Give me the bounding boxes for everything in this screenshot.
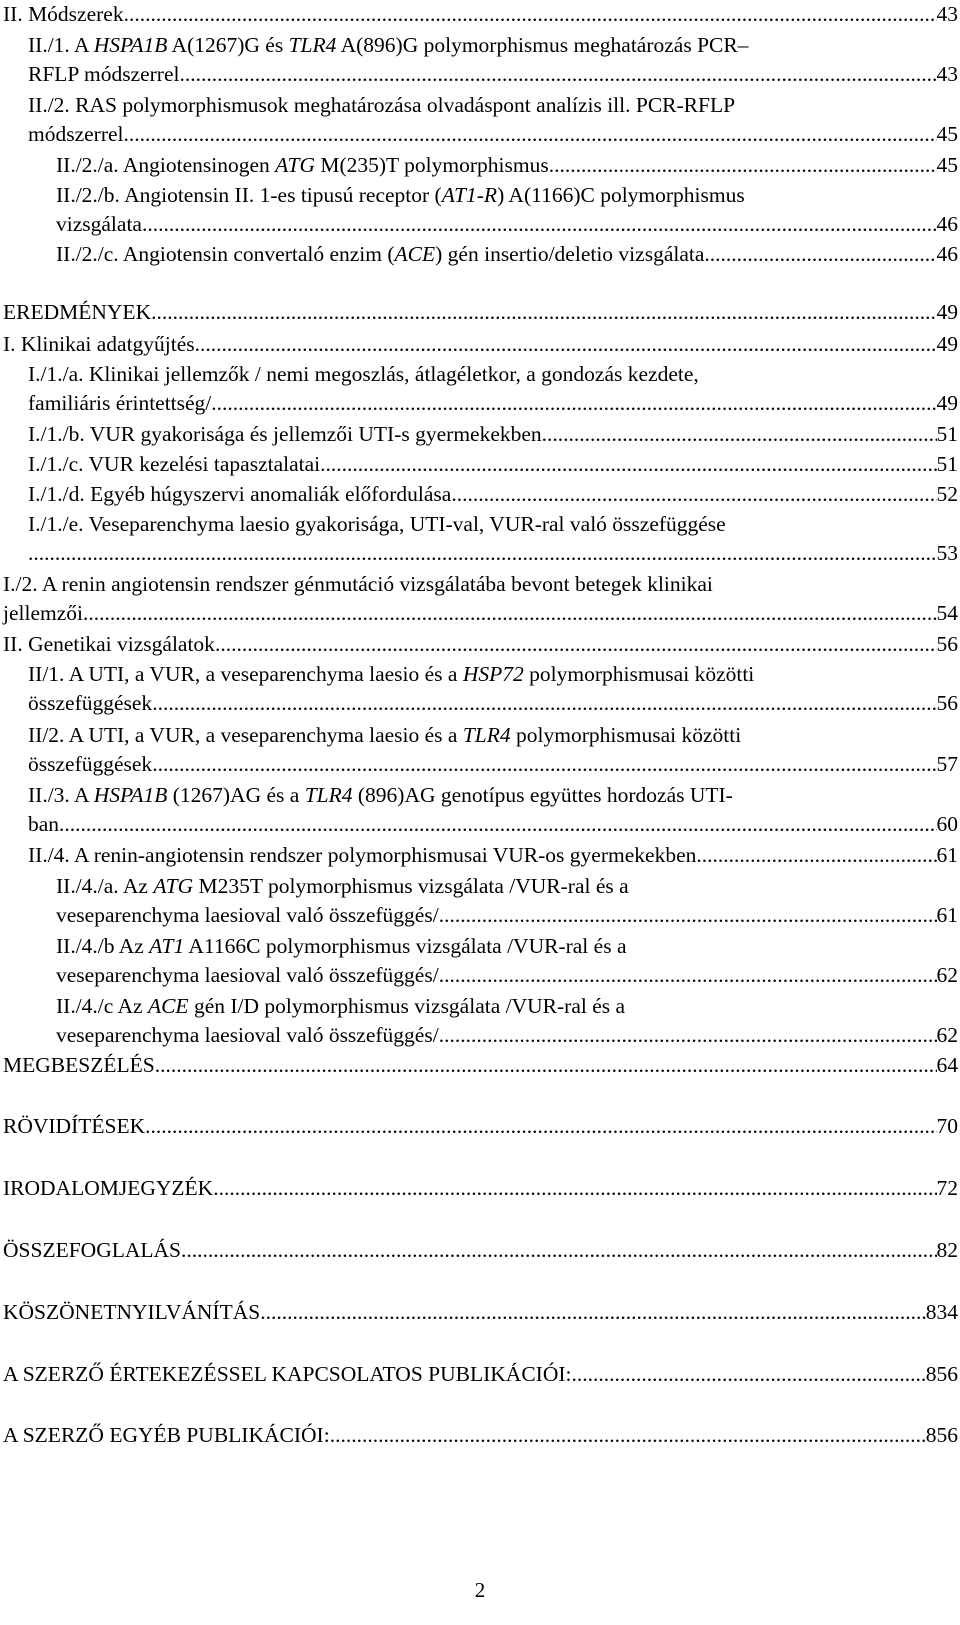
toc-entry[interactable] xyxy=(3,1174,958,1203)
toc-entry-title xyxy=(3,298,151,327)
toc-entry-final-line xyxy=(28,810,958,839)
toc-entry[interactable] xyxy=(3,841,958,870)
toc-entry[interactable] xyxy=(3,91,958,149)
entry-text: EREDMÉNYEK xyxy=(3,300,152,324)
toc-entry-final-line xyxy=(3,599,958,628)
toc-page-number: 51 xyxy=(936,422,958,446)
gene-name-italic: HSPA1B xyxy=(93,33,168,57)
gene-name-italic: TLR4 xyxy=(304,783,353,807)
toc-entry-line xyxy=(28,781,958,810)
dot-leader xyxy=(179,60,936,89)
toc-entry-final-line xyxy=(28,389,958,418)
dot-leader xyxy=(260,1298,926,1327)
entry-text: II./4./c Az xyxy=(56,994,148,1018)
entry-text: ) A(1166)C polymorphismus xyxy=(497,183,745,207)
toc-page-number: 49 xyxy=(936,332,958,356)
toc-page-number: 43 xyxy=(936,2,958,26)
entry-text: I. Klinikai adatgyűjtés xyxy=(3,332,195,356)
entry-text: I./1./d. Egyéb húgyszervi anomaliák előfordulása xyxy=(28,482,452,506)
toc-entry-line xyxy=(28,721,958,750)
toc-entry-title xyxy=(28,689,152,718)
toc-entry-final-line xyxy=(3,298,958,327)
entry-text: összefüggések xyxy=(28,691,153,715)
toc-entry-title xyxy=(3,1236,181,1265)
toc-page-number: 46 xyxy=(936,242,958,266)
entry-text: II./2./a. Angiotensinogen xyxy=(56,153,276,177)
toc-page-number: 56 xyxy=(936,632,958,656)
toc-entry-title xyxy=(56,1021,439,1050)
entry-text: vizsgálata xyxy=(56,212,142,236)
entry-text: I./1./e. Veseparenchyma laesio gyakorisága, UTI-val, VUR-ral való összefüggése xyxy=(28,512,726,536)
dot-leader xyxy=(181,1236,937,1265)
toc-entry-line xyxy=(28,660,958,689)
toc-page-number: 49 xyxy=(936,391,958,415)
entry-text: ) gén insertio/deletio vizsgálata xyxy=(435,242,705,266)
dot-leader xyxy=(330,1421,926,1450)
entry-text: összefüggések xyxy=(28,752,153,776)
entry-text: A(1267)G és xyxy=(167,33,289,57)
toc-entry-title xyxy=(28,750,152,779)
toc-entry-title xyxy=(3,1112,145,1141)
entry-text: ban xyxy=(28,812,60,836)
toc-entry-title xyxy=(28,480,451,509)
dot-leader xyxy=(155,1051,937,1080)
dot-leader xyxy=(439,901,937,930)
entry-text: II./1. A xyxy=(28,33,94,57)
entry-text: M235T polymorphismus vizsgálata /VUR-ral és a xyxy=(193,874,629,898)
toc-entry-title xyxy=(56,151,549,180)
toc-page-number: 51 xyxy=(936,452,958,476)
entry-text: módszerrel xyxy=(28,122,124,146)
dot-leader xyxy=(549,151,937,180)
entry-text: II. Módszerek xyxy=(3,2,124,26)
toc-page-number: 72 xyxy=(936,1176,958,1200)
toc-entry-final-line xyxy=(56,151,958,180)
toc-entry-final-line xyxy=(28,539,958,568)
toc-entry[interactable] xyxy=(3,660,958,718)
entry-text: II/1. A UTI, a VUR, a veseparenchyma laesio és a xyxy=(28,662,463,686)
toc-entry-final-line xyxy=(56,961,958,990)
toc-page-number: 61 xyxy=(936,903,958,927)
entry-text: II. Genetikai vizsgálatok xyxy=(3,632,215,656)
toc-page-number: 834 xyxy=(925,1300,958,1324)
toc-entry[interactable] xyxy=(3,1298,958,1327)
toc-entry[interactable] xyxy=(3,330,958,359)
toc-page-number: 49 xyxy=(936,300,958,324)
entry-text: I./2. A renin angiotensin rendszer génmutáció vizsgálatába bevont betegek klinikai xyxy=(3,572,713,596)
toc-entry-final-line xyxy=(3,630,958,659)
toc-entry[interactable] xyxy=(3,1360,958,1389)
toc-entry[interactable] xyxy=(3,510,958,568)
entry-text: II./2./b. Angiotensin II. 1-es tipusú receptor ( xyxy=(56,183,442,207)
toc-entry-final-line xyxy=(56,901,958,930)
dot-leader xyxy=(124,120,937,149)
toc-page-number: 82 xyxy=(936,1238,958,1262)
entry-text: A SZERZŐ ÉRTEKEZÉSSEL KAPCSOLATOS PUBLIKÁCIÓI: xyxy=(3,1362,572,1386)
dot-leader xyxy=(152,689,936,718)
toc-entry-title xyxy=(28,60,179,89)
dot-leader xyxy=(211,389,936,418)
toc-entry[interactable] xyxy=(3,151,958,180)
dot-leader xyxy=(145,1112,936,1141)
entry-text: IRODALOMJEGYZÉK xyxy=(3,1176,214,1200)
gene-name-italic: TLR4 xyxy=(462,723,511,747)
toc-page-number: 56 xyxy=(936,691,958,715)
toc-entry[interactable] xyxy=(3,872,958,930)
gene-name-italic: TLR4 xyxy=(288,33,337,57)
toc-entry[interactable] xyxy=(3,181,958,239)
page-number: 2 xyxy=(474,1578,486,1602)
entry-text: II./4./b Az xyxy=(56,934,150,958)
gene-name-italic: AT1 xyxy=(149,934,185,958)
entry-text: veseparenchyma laesioval való összefüggés/ xyxy=(56,1023,439,1047)
toc-page-number: 62 xyxy=(936,1023,958,1047)
toc-entry-title xyxy=(56,961,439,990)
toc-entry[interactable] xyxy=(3,1051,958,1080)
toc-entry-line xyxy=(56,992,958,1021)
toc-entry-final-line xyxy=(3,1421,958,1450)
dot-leader xyxy=(151,298,936,327)
toc-entry-final-line xyxy=(3,1236,958,1265)
toc-page-number: 45 xyxy=(936,122,958,146)
toc-entry-final-line xyxy=(56,1021,958,1050)
toc-entry-final-line xyxy=(28,689,958,718)
toc-entry[interactable] xyxy=(3,1236,958,1265)
toc-entry[interactable] xyxy=(3,450,958,479)
dot-leader xyxy=(215,630,937,659)
gene-name-italic: AT1-R xyxy=(441,183,498,207)
toc-entry-title xyxy=(28,841,696,870)
entry-text: I./1./c. VUR kezelési tapasztalatai xyxy=(28,452,321,476)
toc-entry[interactable] xyxy=(3,31,958,89)
toc-entry-title xyxy=(28,420,542,449)
toc-entry-final-line xyxy=(28,750,958,779)
entry-text: A1166C polymorphismus vizsgálata /VUR-ral és a xyxy=(184,934,627,958)
toc-entry[interactable] xyxy=(3,420,958,449)
toc-entry-final-line xyxy=(28,120,958,149)
dot-leader xyxy=(142,210,937,239)
entry-text: II./3. A xyxy=(28,783,94,807)
gene-name-italic: ATG xyxy=(275,153,315,177)
entry-text: MEGBESZÉLÉS xyxy=(3,1053,155,1077)
toc-entry-title xyxy=(56,240,704,269)
dot-leader xyxy=(696,841,936,870)
dot-leader xyxy=(213,1174,936,1203)
entry-text: II/2. A UTI, a VUR, a veseparenchyma laesio és a xyxy=(28,723,463,747)
entry-text: jellemzői xyxy=(3,601,83,625)
toc-entry-final-line xyxy=(28,480,958,509)
toc-entry-title xyxy=(3,330,195,359)
toc-page-number: 62 xyxy=(936,963,958,987)
toc-entry-line xyxy=(28,360,958,389)
toc-entry-title xyxy=(3,1360,572,1389)
entry-text: I./1./b. VUR gyakorisága és jellemzői UTI-s gyermekekben xyxy=(28,422,542,446)
toc-entry-title xyxy=(56,210,142,239)
entry-text: II./4./a. Az xyxy=(56,874,154,898)
toc-entry-title xyxy=(28,810,59,839)
gene-name-italic: ATG xyxy=(153,874,194,898)
toc-page-number: 57 xyxy=(936,752,958,776)
toc-entry-title xyxy=(28,450,320,479)
dot-leader xyxy=(320,450,936,479)
gene-name-italic: HSPA1B xyxy=(93,783,168,807)
toc-page-number: 53 xyxy=(936,541,958,565)
toc-page-number: 45 xyxy=(936,153,958,177)
dot-leader xyxy=(451,480,936,509)
toc-page-number: 46 xyxy=(936,212,958,236)
entry-text: KÖSZÖNETNYILVÁNÍTÁS xyxy=(3,1300,261,1324)
toc-entry-final-line xyxy=(3,1174,958,1203)
toc-entry-final-line xyxy=(28,841,958,870)
toc-entry[interactable] xyxy=(3,298,958,327)
toc-entry-line xyxy=(28,31,958,60)
entry-text: polymorphismusai közötti xyxy=(510,723,742,747)
dot-leader xyxy=(195,330,937,359)
toc-page-number: 54 xyxy=(936,601,958,625)
entry-text: A(896)G polymorphismus meghatározás PCR– xyxy=(336,33,749,57)
toc-entry-title xyxy=(3,1298,260,1327)
toc-page-number: 70 xyxy=(936,1114,958,1138)
toc-entry-line xyxy=(28,91,958,120)
toc-entry-title xyxy=(28,120,124,149)
toc-page-number: 60 xyxy=(936,812,958,836)
toc-entry-title xyxy=(3,1051,155,1080)
toc-entry-line xyxy=(56,872,958,901)
toc-entry-title xyxy=(3,1421,330,1450)
entry-text: gén I/D polymorphismus vizsgálata /VUR-ral és a xyxy=(188,994,626,1018)
entry-text: RFLP módszerrel xyxy=(28,62,180,86)
dot-leader xyxy=(572,1360,926,1389)
toc-entry[interactable] xyxy=(3,480,958,509)
toc-entry-final-line xyxy=(3,330,958,359)
entry-text: M(235)T polymorphismus xyxy=(314,153,549,177)
toc-entry[interactable] xyxy=(3,781,958,839)
dot-leader xyxy=(542,420,937,449)
entry-text: veseparenchyma laesioval való összefüggés/ xyxy=(56,963,439,987)
toc-entry[interactable] xyxy=(3,0,958,29)
toc-page-number: 43 xyxy=(936,62,958,86)
toc-entry-title xyxy=(56,901,439,930)
entry-text: (1267)AG és a xyxy=(167,783,305,807)
toc-page-number: 856 xyxy=(925,1362,958,1386)
toc-page-number: 64 xyxy=(936,1053,958,1077)
toc-entry[interactable] xyxy=(3,1421,958,1450)
entry-text: veseparenchyma laesioval való összefüggés/ xyxy=(56,903,439,927)
toc-entry-title xyxy=(28,389,211,418)
toc-entry-line xyxy=(56,181,958,210)
toc-entry-final-line xyxy=(28,450,958,479)
entry-text: II./2./c. Angiotensin convertaló enzim ( xyxy=(56,242,395,266)
entry-text: ÖSSZEFOGLALÁS xyxy=(3,1238,181,1262)
dot-leader xyxy=(704,240,936,269)
toc-entry-line xyxy=(28,510,958,539)
toc-entry-title xyxy=(3,630,215,659)
dot-leader xyxy=(59,810,936,839)
toc-entry-final-line xyxy=(3,1360,958,1389)
dot-leader xyxy=(124,0,937,29)
toc-entry[interactable] xyxy=(3,360,958,418)
toc-entry-line xyxy=(3,570,958,599)
dot-leader xyxy=(83,599,937,628)
entry-text: familiáris érintettség/ xyxy=(28,391,212,415)
toc-entry-final-line xyxy=(3,0,958,29)
toc-entry-line xyxy=(56,932,958,961)
entry-text: II./4. A renin-angiotensin rendszer polymorphismusai VUR-os gyermekekben xyxy=(28,843,697,867)
toc-entry[interactable] xyxy=(3,721,958,779)
toc-entry-final-line xyxy=(56,210,958,239)
gene-name-italic: ACE xyxy=(147,994,189,1018)
toc-entry[interactable] xyxy=(3,240,958,269)
dot-leader xyxy=(152,750,936,779)
entry-text: (896)AG genotípus együttes hordozás UTI- xyxy=(352,783,733,807)
toc-entry-final-line xyxy=(3,1298,958,1327)
toc-entry-title xyxy=(3,0,124,29)
dot-leader xyxy=(439,961,937,990)
gene-name-italic: ACE xyxy=(394,242,436,266)
entry-text: A SZERZŐ EGYÉB PUBLIKÁCIÓI: xyxy=(3,1423,330,1447)
toc-entry[interactable] xyxy=(3,570,958,628)
toc-entry[interactable] xyxy=(3,630,958,659)
toc-entry-title xyxy=(3,1174,213,1203)
toc-entry-final-line xyxy=(28,420,958,449)
toc-entry[interactable] xyxy=(3,992,958,1050)
toc-entry[interactable] xyxy=(3,932,958,990)
entry-text: RÖVIDÍTÉSEK xyxy=(3,1114,146,1138)
toc-entry-final-line xyxy=(28,60,958,89)
gene-name-italic: HSP72 xyxy=(462,662,524,686)
toc-page-number: 52 xyxy=(936,482,958,506)
toc-entry-final-line xyxy=(56,240,958,269)
toc-entry[interactable] xyxy=(3,1112,958,1141)
toc-entry-title xyxy=(3,599,83,628)
dot-leader xyxy=(28,539,937,568)
toc-page-number: 61 xyxy=(936,843,958,867)
entry-text: I./1./a. Klinikai jellemzők / nemi megoszlás, átlagéletkor, a gondozás kezdete, xyxy=(28,362,699,386)
toc-entry-final-line xyxy=(3,1112,958,1141)
toc-entry-final-line xyxy=(3,1051,958,1080)
entry-text: polymorphismusai közötti xyxy=(523,662,755,686)
entry-text: II./2. RAS polymorphismusok meghatározása olvadáspont analízis ill. PCR-RFLP xyxy=(28,93,736,117)
dot-leader xyxy=(439,1021,937,1050)
toc-page-number: 856 xyxy=(925,1423,958,1447)
